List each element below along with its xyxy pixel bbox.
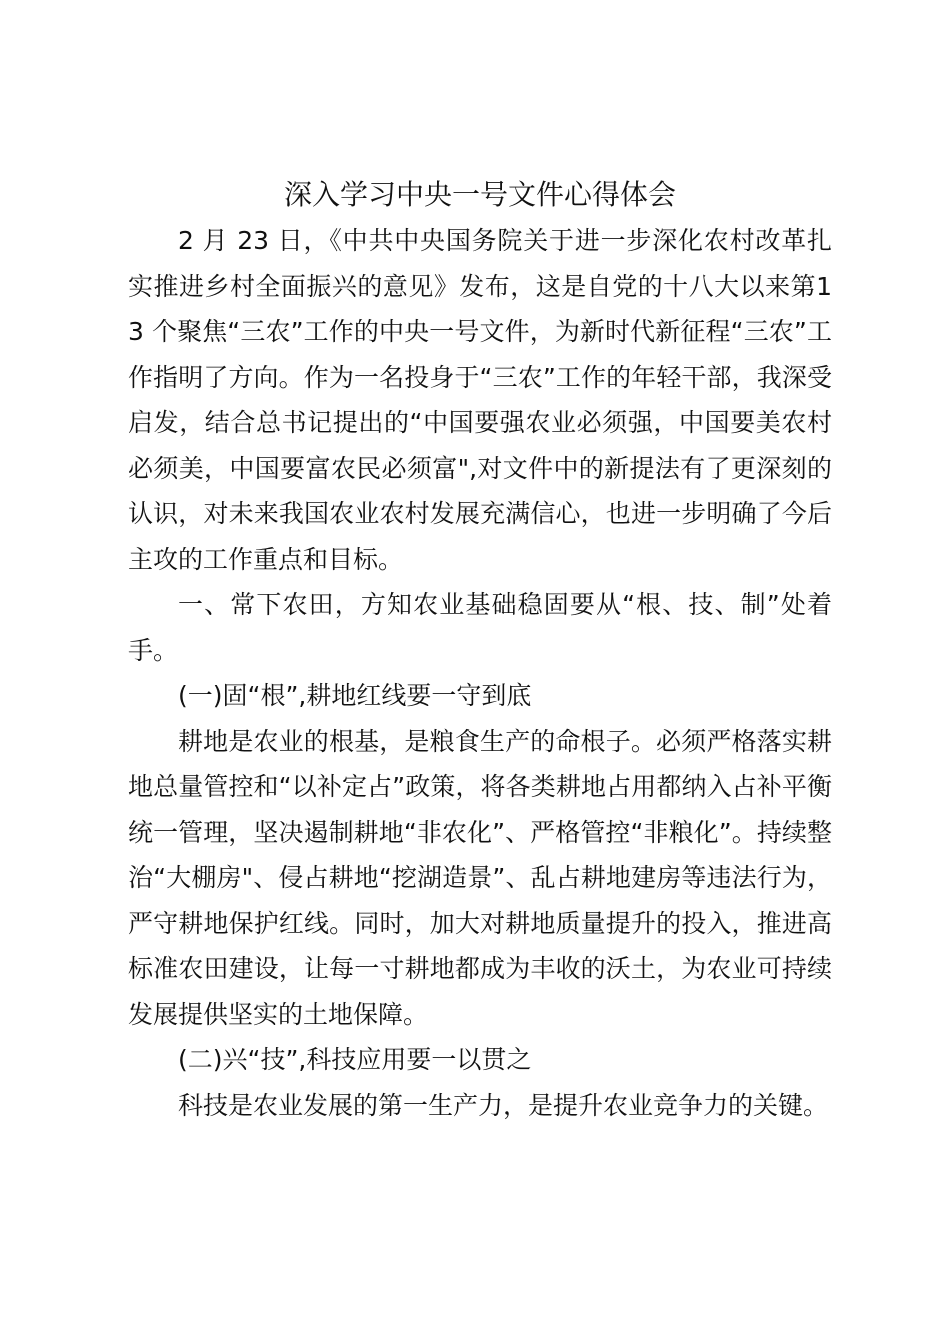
subsection-one-heading: (一)固“根”,耕地红线要一守到底 — [178, 681, 532, 710]
document-page — [128, 172, 832, 1128]
section-one-heading: 一、常下农田，方知农业基础稳固要从“根、技、制”处着手。 — [128, 590, 832, 665]
farmland-paragraph: 耕地是农业的根基，是粮食生产的命根子。必须严格落实耕地总量管控和“以补定占”政策，将各类耕地占用都纳入占补平衡统一管理，坚决遏制耕地“非农化”、严格管控“非粮化”。持续整治“大棚房"、侵占耕地“挖湖造景”、乱占耕地建房等违法行为，严守耕地保护红线。同时，加大对耕地质量提升的投入，推进高标准农田建设，让每一寸耕地都成为丰收的沃土，为农业可持续发展提供坚实的土地保障。 — [128, 726, 832, 1029]
subsection-two-heading: (二)兴“技”,科技应用要一以贯之 — [178, 1045, 532, 1074]
technology-paragraph: 科技是农业发展的第一生产力，是提升农业竞争力的关键。 — [178, 1090, 829, 1120]
document-title: 深入学习中央一号文件心得体会 — [283, 178, 676, 211]
intro-paragraph: 2 月 23 日，《中共中央国务院关于进一步深化农村改革扎实推进乡村全面振兴的意见》发布，这是自党的十八大以来第13 个聚焦“三农”工作的中央一号文件，为新时代新征程“三农”工作指明了方向。作为一名投身于“三农”工作的年轻干部，我深受启发，结合总书记提出的“中国要强农业必须强，中国要美农村必须美，中国要富农民必须富",对文件中的新提法有了更深刻的认识，对未来我国农业农村发展充满信心，也进一步明确了今后主攻的工作重点和目标。 — [128, 226, 832, 574]
